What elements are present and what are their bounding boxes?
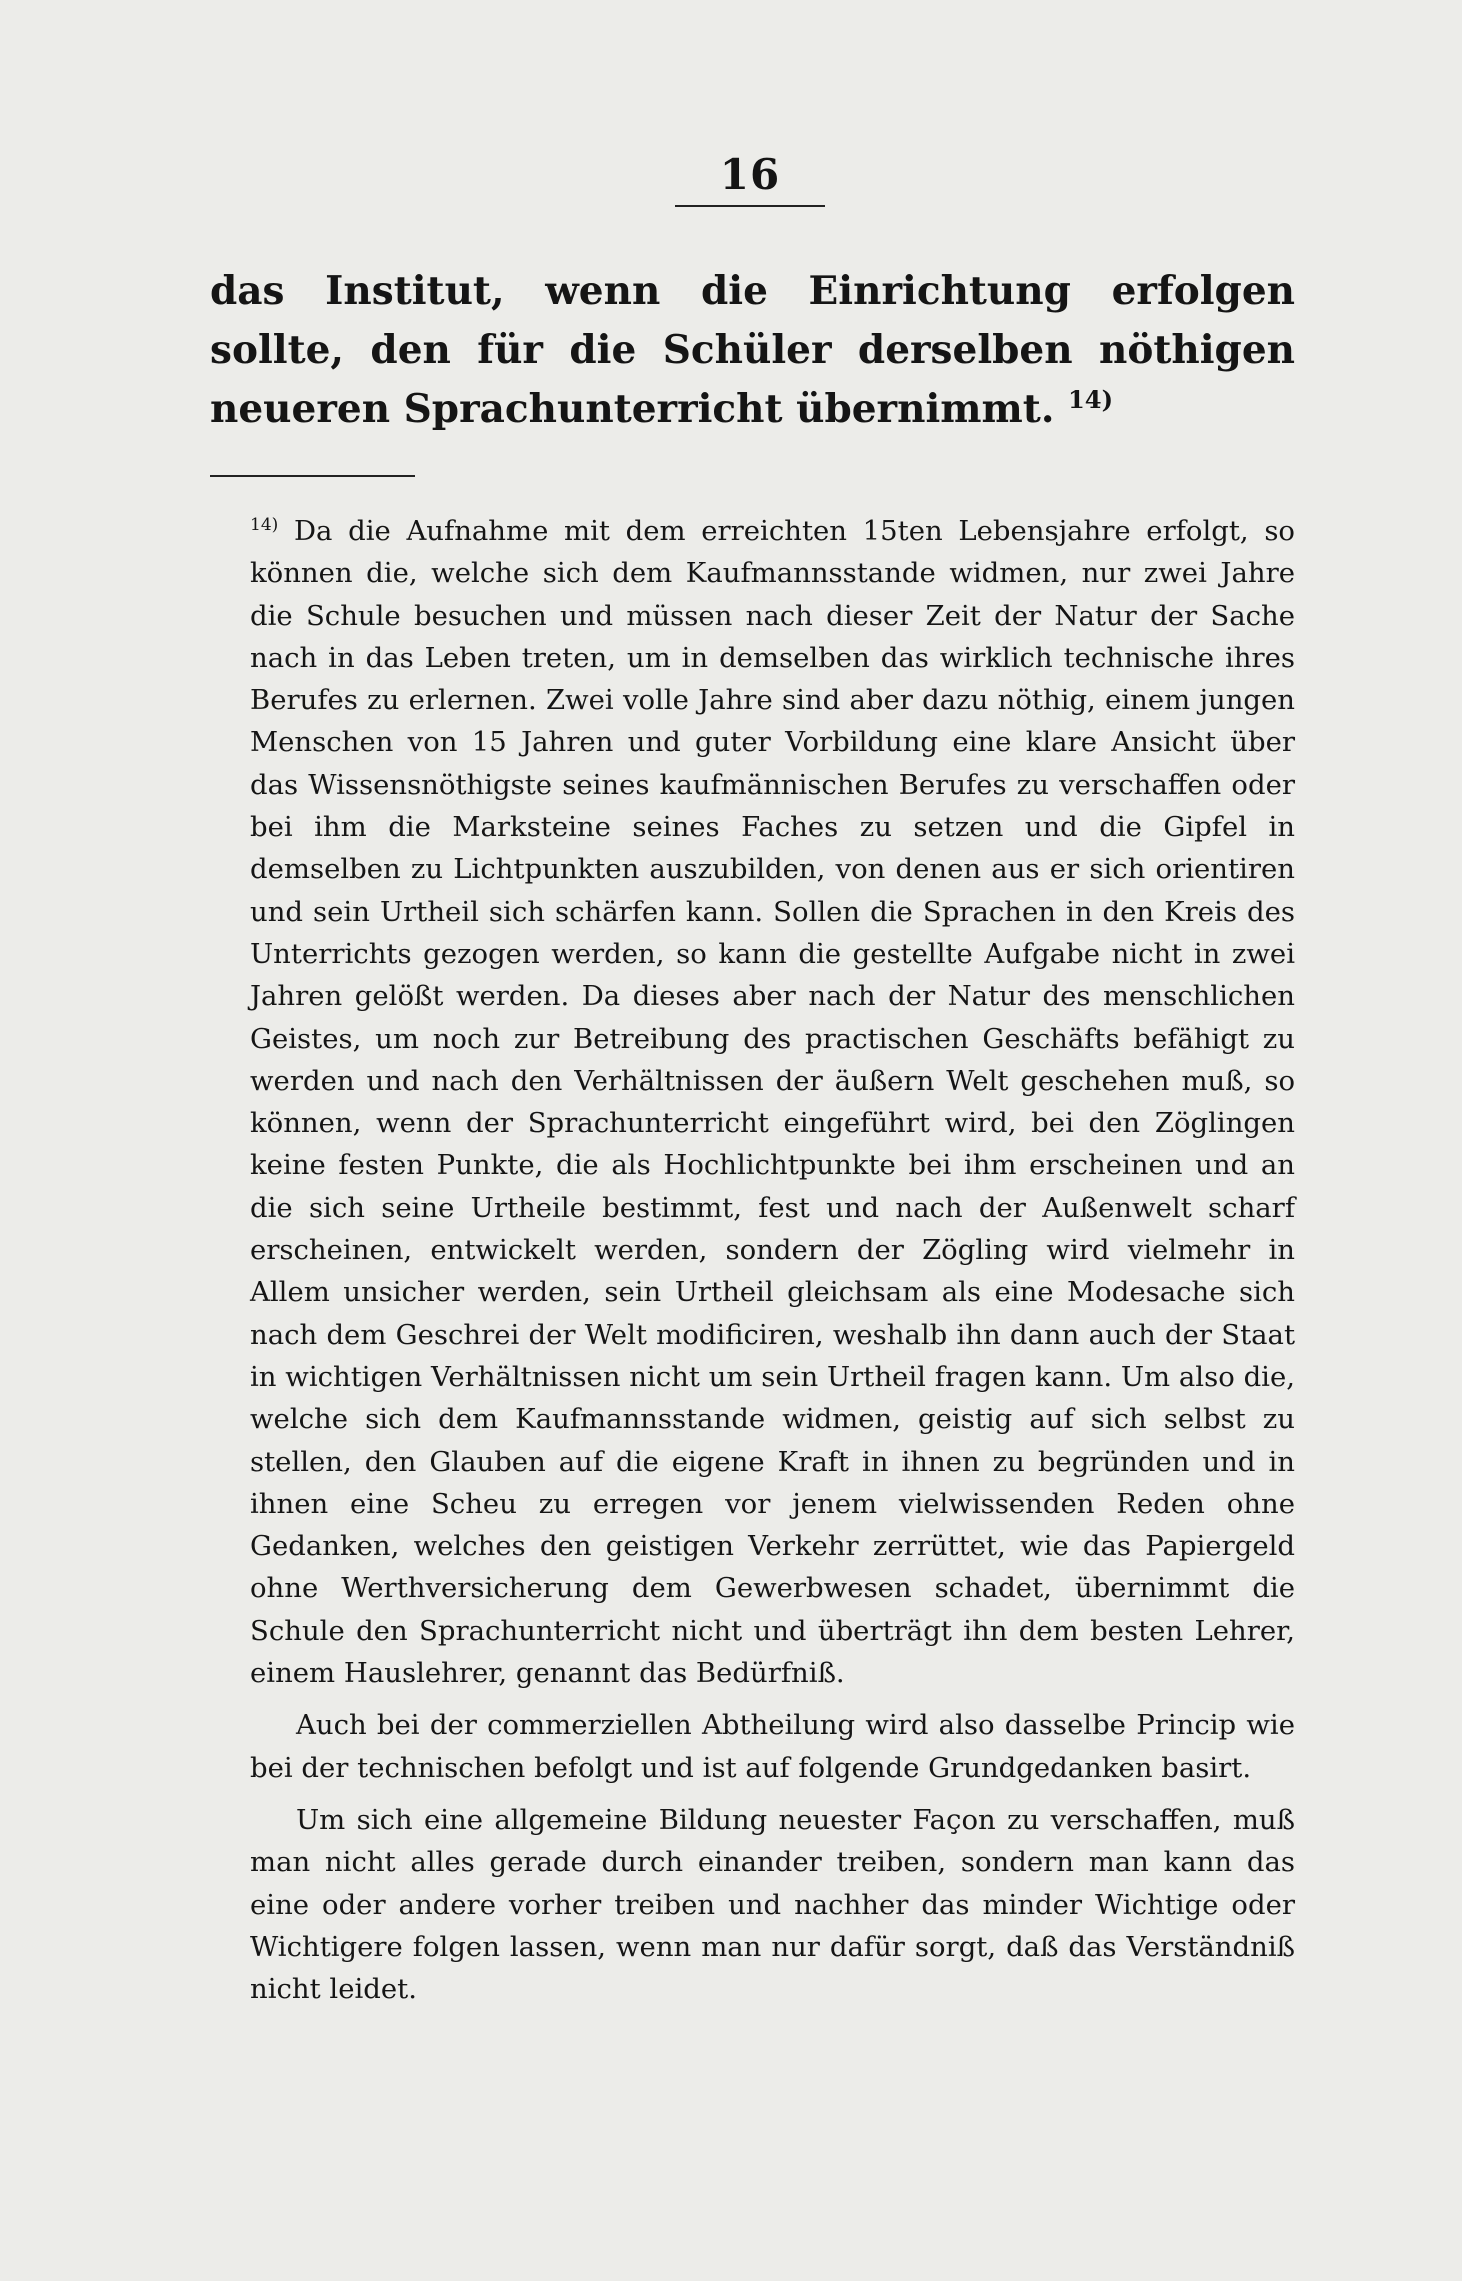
- footnote-marker: 14): [250, 514, 279, 535]
- body-paragraph: [210, 262, 1295, 439]
- footnote-paragraph-1: [250, 510, 1295, 1694]
- footnote-reference: 14): [1067, 385, 1114, 414]
- page-header: [670, 150, 830, 207]
- footnote-paragraph-2: Auch bei der commerziellen Abtheilung wird also dasselbe Princip wie bei der technischen befolgt und ist auf folgende Grundgedanken basirt.: [250, 1709, 1295, 1784]
- footnote-paragraph-1-text: Da die Aufnahme mit dem erreichten 15ten Lebensjahre erfolgt, so können die, welche sich dem Kaufmannsstande widmen, nur zwei Jahre die Schule besuchen und müssen nach dieser Zeit der Natur der Sache nach in das Leben treten, um in demselben das wirklich technische ihres Berufes zu erlernen. Zwei volle Jahre sind aber dazu nöthig, einem jungen Menschen von 15 Jahren und guter Vorbildung eine klare Ansicht über das Wissensnöthigste seines kaufmännischen Berufes zu verschaffen oder bei ihm die Marksteine seines Faches zu setzen und die Gipfel in demselben zu Lichtpunkten auszubilden, von denen aus er sich orientiren und sein Urtheil sich schärfen kann. Sollen die Sprachen in den Kreis des Unterrichts gezogen werden, so kann die gestellte Aufgabe nicht in zwei Jahren gelößt werden. Da dieses aber nach der Natur des menschlichen Geistes, um noch zur Betreibung des practischen Geschäfts befähigt zu werden und nach den Verhältnissen der äußern Welt geschehen muß, so können, wenn der Sprachunterricht eingeführt wird, bei den Zöglingen keine festen Punkte, die als Hochlichtpunkte bei ihm erscheinen und an die sich seine Urtheile bestimmt, fest und nach der Außenwelt scharf erscheinen, entwickelt werden, sondern der Zögling wird vielmehr in Allem unsicher werden, sein Urtheil gleichsam als eine Modesache sich nach dem Geschrei der Welt modificiren, weshalb ihn dann auch der Staat in wichtigen Verhältnissen nicht um sein Urtheil fragen kann. Um also die, welche sich dem Kaufmannsstande widmen, geistig auf sich selbst zu stellen, den Glauben auf die eigene Kraft in ihnen zu begründen und in ihnen eine Scheu zu erregen vor jenem vielwissenden Reden ohne Gedanken, welches den geistigen Verkehr zerrüttet, wie das Papiergeld ohne Werthversicherung dem Gewerbwesen schadet, übernimmt die Schule den Sprachunterricht nicht und überträgt ihn dem besten Lehrer, einem Hauslehrer, genannt das Bedürfniß.: [250, 515, 1295, 1690]
- body-text: das Institut, wenn die Einrichtung erfolgen sollte, den für die Schüler derselben nöthigen neueren Sprachunterricht übernimmt.: [210, 268, 1295, 432]
- header-rule: [675, 205, 825, 207]
- footnote: [250, 510, 1295, 2010]
- footnote-paragraph-3: Um sich eine allgemeine Bildung neuester Façon zu verschaffen, muß man nicht alles gerade durch einander treiben, sondern man kann das eine oder andere vorher treiben und nachher das minder Wichtige oder Wichtigere folgen lassen, wenn man nur dafür sorgt, daß das Verständniß nicht leidet.: [250, 1803, 1295, 2006]
- page-number: 16: [719, 150, 781, 199]
- footnote-separator: [210, 475, 415, 477]
